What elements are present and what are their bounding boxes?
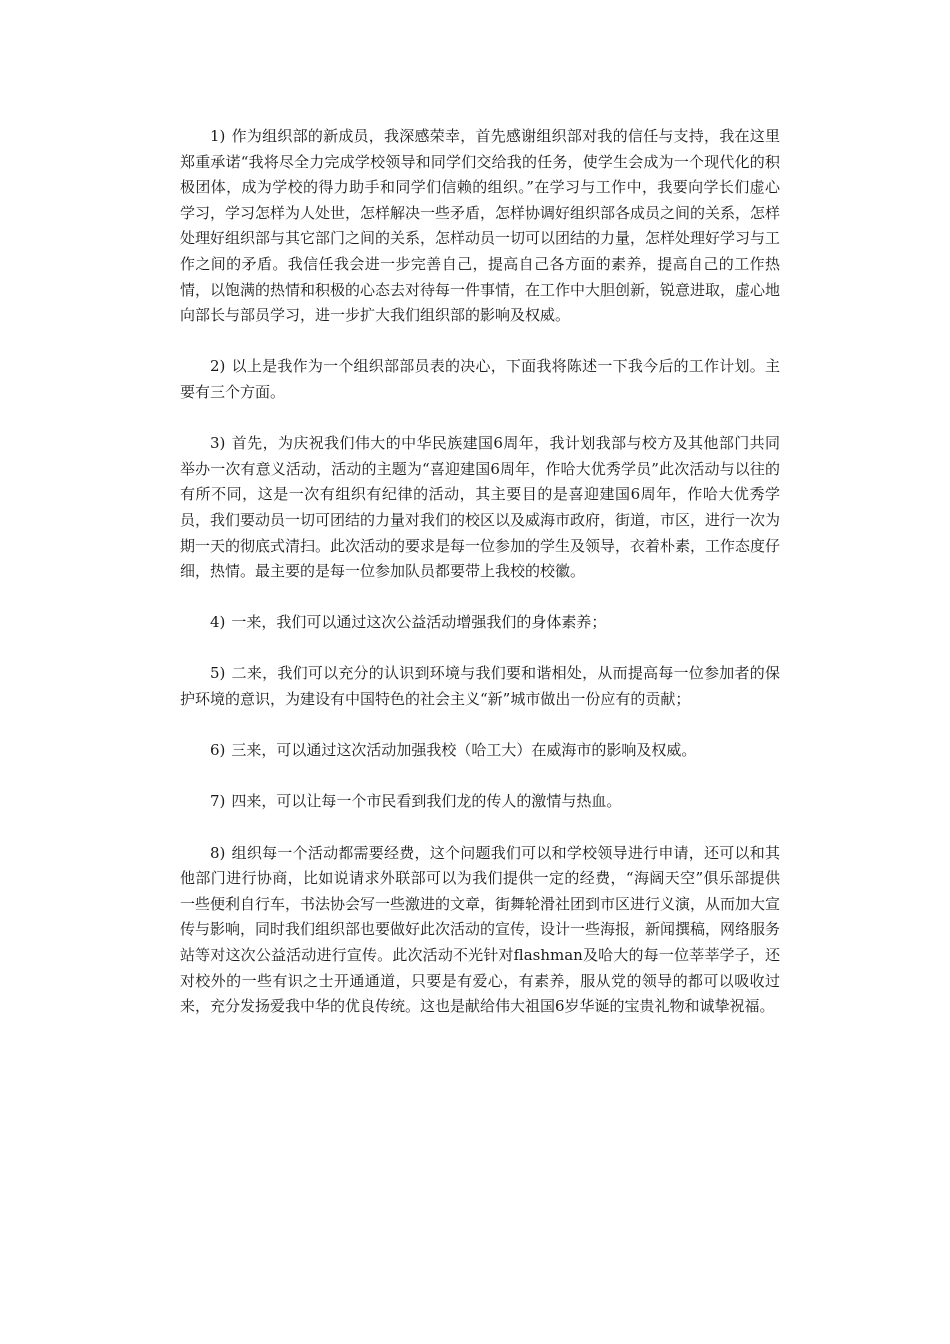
paragraph-4 — [180, 610, 780, 636]
paragraph-number: 7) — [210, 792, 226, 811]
paragraph-text: 以上是我作为一个组织部部员表的决心，下面我将陈述一下我今后的工作计划。主要有三个方面。 — [180, 357, 780, 401]
paragraph-5 — [180, 661, 780, 712]
paragraph-text: 首先，为庆祝我们伟大的中华民族建国6周年，我计划我部与校方及其他部门共同举办一次有意义活动，活动的主题为“喜迎建国6周年，作哈大优秀学员”此次活动与以往的有所不同，这是一次有组织有纪律的活动，其主要目的是喜迎建国6周年，作哈大优秀学员，我们要动员一切可团结的力量对我们的校区以及威海市政府，街道，市区，进行一次为期一天的彻底式清扫。此次活动的要求是每一位参加的学生及领导，衣着朴素，工作态度仔细，热情。最主要的是每一位参加队员都要带上我校的校徽。 — [180, 434, 781, 581]
paragraph-number: 6) — [210, 741, 226, 760]
paragraph-number: 1) — [210, 127, 226, 145]
paragraph-8 — [180, 841, 780, 1020]
paragraph-text: 一来，我们可以通过这次公益活动增强我们的身体素养； — [231, 613, 607, 632]
paragraph-text: 二来，我们可以充分的认识到环境与我们要和谐相处，从而提高每一位参加者的保护环境的意识，为建设有中国特色的社会主义“新”城市做出一份应有的贡献； — [180, 664, 780, 709]
paragraph-6 — [180, 738, 780, 764]
paragraph-3 — [180, 431, 780, 585]
paragraph-text: 三来，可以通过这次活动加强我校（哈工大）在威海市的影响及权威。 — [231, 741, 697, 760]
paragraph-text: 组织每一个活动都需要经费，这个问题我们可以和学校领导进行申请，还可以和其他部门进行协商，比如说请求外联部可以为我们提供一定的经费，“海阔天空”俱乐部提供一些便利自行车，书法协会写一些激进的文章，街舞轮滑社团到市区进行义演，从而加大宣传与影响，同时我们组织部也要做好此次活动的宣传，设计一些海报，新闻撰稿，网络服务站等对这次公益活动进行宣传。此次活动不光针对flashman及哈大的每一位莘莘学子，还对校外的一些有识之士开通通道，只要是有爱心，有素养，服从党的领导的都可以吸收过来，充分发扬爱我中华的优良传统。这也是献给伟大祖国6岁华诞的宝贵礼物和诚挚祝福。 — [180, 843, 781, 1016]
paragraph-number: 8) — [210, 843, 226, 862]
paragraph-number: 5) — [210, 664, 226, 683]
paragraph-number: 4) — [210, 613, 226, 632]
paragraph-2 — [180, 354, 780, 405]
paragraph-7 — [180, 789, 780, 815]
paragraph-1 — [180, 124, 780, 329]
paragraph-number: 2) — [210, 357, 226, 376]
paragraph-text: 四来，可以让每一个市民看到我们龙的传人的激情与热血。 — [231, 792, 622, 811]
paragraph-number: 3) — [210, 434, 226, 453]
paragraph-text: 作为组织部的新成员，我深感荣幸，首先感谢组织部对我的信任与支持，我在这里郑重承诺“我将尽全力完成学校领导和同学们交给我的任务，使学生会成为一个现代化的积极团体，成为学校的得力助手和同学们信赖的组织。”在学习与工作中，我要向学长们虚心学习，学习怎样为人处世，怎样解决一些矛盾，怎样协调好组织部各成员之间的关系，怎样处理好组织部与其它部门之间的关系，怎样动员一切可以团结的力量，怎样处理好学习与工作之间的矛盾。我信任我会进一步完善自己，提高自己各方面的素养，提高自己的工作热情，以饱满的热情和积极的心态去对待每一件事情，在工作中大胆创新，锐意进取，虚心地向部长与部员学习，进一步扩大我们组织部的影响及权威。 — [180, 127, 781, 325]
document-page — [180, 124, 780, 1020]
